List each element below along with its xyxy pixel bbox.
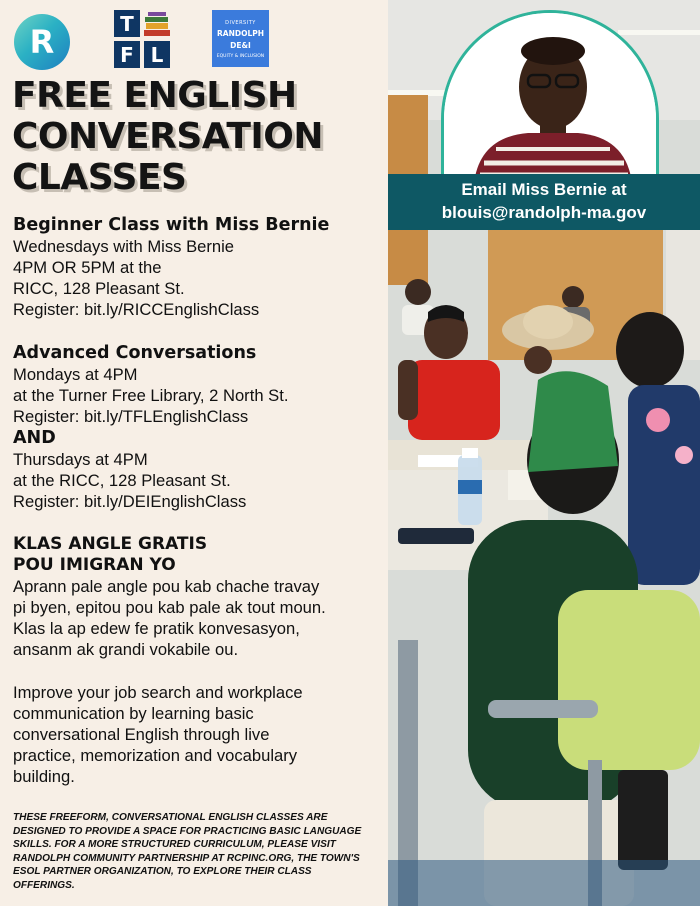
- headline-line-1: FREE ENGLISH: [12, 75, 297, 116]
- dei-top-text: DIVERSITY: [225, 20, 256, 26]
- advanced-line: Thursdays at 4PM: [13, 450, 148, 469]
- portrait-illustration: [444, 13, 659, 180]
- dei-main-text-2: DE&I: [230, 41, 251, 50]
- randolph-dei-logo: [212, 10, 269, 67]
- advanced-line: at the RICC, 128 Pleasant St.: [13, 471, 231, 490]
- creole-line: Klas la ap edew fe pratik konvesasyon,: [13, 619, 300, 638]
- advanced-register-link-dei[interactable]: Register: bit.ly/DEIEnglishClass: [13, 492, 247, 511]
- advanced-line: Mondays at 4PM: [13, 365, 138, 384]
- beginner-register-link[interactable]: Register: bit.ly/RICCEnglishClass: [13, 300, 260, 319]
- improve-line: communication by learning basic: [13, 704, 254, 723]
- email-banner-line-1: Email Miss Bernie at: [461, 180, 627, 199]
- improve-line: practice, memorization and vocabulary: [13, 746, 298, 765]
- email-banner: [388, 174, 700, 230]
- fine-print: THESE FREEFORM, CONVERSATIONAL ENGLISH CLASSES ARE DESIGNED TO PROVIDE A SPACE FOR PRACTICING BASIC LANGUAGE SKILLS. FOR A MORE STRUCTURED CURRICULUM, PLEASE VISIT RANDOLPH COMMUNITY PARTNERSHIP AT RCPINC.ORG, THE TOWN'S ESOL PARTNER ORGANIZATION, TO EXPLORE THEIR CLASS OFFERINGS.: [13, 812, 362, 891]
- and-label: AND: [13, 428, 56, 448]
- beginner-line: RICC, 128 Pleasant St.: [13, 279, 185, 298]
- class-details: [13, 214, 383, 787]
- r-logo-letter: R: [29, 23, 55, 61]
- email-address-link[interactable]: blouis@randolph-ma.gov: [441, 203, 647, 222]
- miss-bernie-portrait: [441, 10, 659, 180]
- headline-line-3: CLASSES: [12, 157, 187, 198]
- flyer-headline: [12, 75, 382, 198]
- creole-line: Aprann pale angle pou kab chache travay: [13, 577, 320, 596]
- turner-free-library-logo: [114, 10, 170, 68]
- beginner-heading: Beginner Class with Miss Bernie: [13, 215, 330, 235]
- books-icon: [144, 12, 170, 37]
- creole-heading-1: KLAS ANGLE GRATIS: [13, 534, 208, 554]
- tfl-letter-t: T: [114, 10, 140, 37]
- class-photo: [388, 0, 700, 906]
- advanced-heading: Advanced Conversations: [13, 343, 257, 363]
- tfl-letter-f: F: [114, 41, 140, 68]
- tfl-letter-l: L: [144, 41, 170, 68]
- headline-line-2: CONVERSATION: [12, 116, 324, 157]
- beginner-line: Wednesdays with Miss Bernie: [13, 237, 235, 256]
- dei-main-text-1: RANDOLPH: [216, 29, 264, 38]
- beginner-line: 4PM OR 5PM at the: [13, 258, 162, 277]
- advanced-register-link-tfl[interactable]: Register: bit.ly/TFLEnglishClass: [13, 407, 249, 426]
- improve-line: conversational English through live: [13, 725, 270, 744]
- improve-line: Improve your job search and workplace: [13, 683, 303, 702]
- creole-heading-2: POU IMIGRAN YO: [13, 555, 176, 575]
- advanced-line: at the Turner Free Library, 2 North St.: [13, 386, 289, 405]
- improve-line: building.: [13, 767, 75, 786]
- dei-bottom-text: EQUITY & INCLUSION: [216, 54, 265, 59]
- randolph-r-logo: [14, 14, 70, 70]
- creole-line: ansanm ak grandi vokabile ou.: [13, 640, 239, 659]
- creole-line: pi byen, epitou pou kab pale ak tout moun.: [13, 598, 326, 617]
